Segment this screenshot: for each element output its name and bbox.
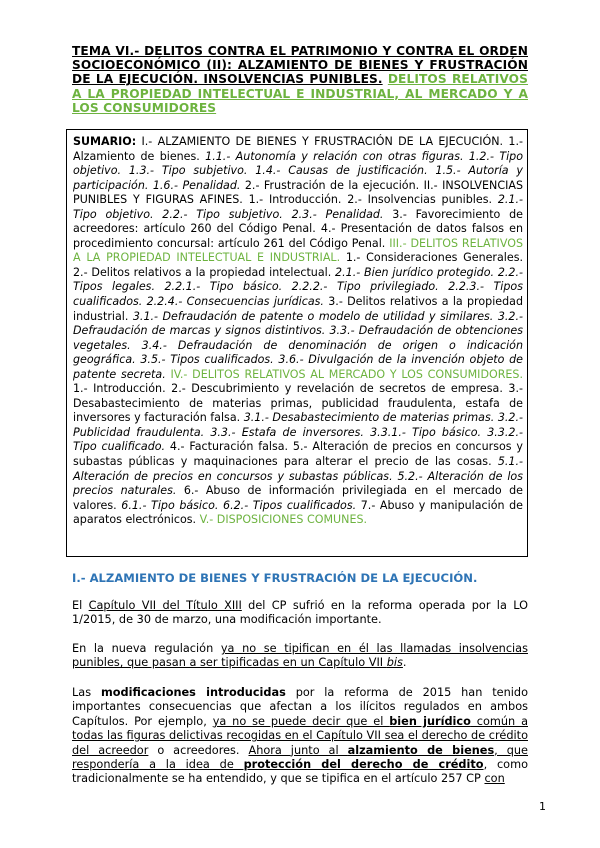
text-underlined: , que respondería a la idea de bbox=[72, 743, 528, 772]
summary-italic: 5.1.- Alteración de precios en concursos y subastas públicas. 5.2.- Alteración de los precios naturales. bbox=[73, 455, 523, 498]
summary-italic: 1.1.- Autonomía y relación con otras figuras. 1.2.- Tipo objetivo. 1.3.- Tipo subjetivo. 1.4.- Causas de justificación. 1.5.- Autoría y participación. 1.6.- Penalidad. bbox=[73, 149, 524, 192]
paragraph-1 bbox=[72, 599, 528, 628]
summary-text: I.- ALZAMIENTO DE BIENES Y FRUSTRACIÓN DE LA EJECUCIÓN. 1.- Alzamiento de bienes. bbox=[73, 135, 523, 163]
text-bold-underlined: protección del derecho de crédito bbox=[243, 758, 484, 772]
text: El bbox=[72, 599, 89, 612]
text-bold: modificaciones introducidas bbox=[100, 686, 286, 699]
text: , como tradicionalmente se ha entendido, y que se tipifica en el artículo 257 CP bbox=[72, 758, 528, 786]
summary-text: 6.- Abuso de información privilegiada en el mercado de valores. bbox=[73, 484, 523, 512]
summary-label: SUMARIO: bbox=[73, 135, 137, 148]
summary-text: 4.- Facturación falsa. 5.- Alteración de precios en concursos y subastas públicas y maquinaciones para alterar el precio de las cosas. bbox=[73, 440, 523, 469]
text-underlined: Capítulo VII del Título XIII bbox=[88, 599, 242, 612]
text: del CP sufrió en la reforma operada por la LO 1/2015, de 30 de marzo, una modificación importante. bbox=[72, 599, 528, 627]
summary-text: 1.- Consideraciones Generales. 2.- Delitos relativos a la propiedad intelectual. bbox=[73, 251, 523, 279]
paragraph-3 bbox=[72, 686, 528, 787]
summary-text: 1.- Introducción. 2.- Descubrimiento y revelación de secretos de empresa. 3.- Desabastecimiento de materias primas, publicidad fraudulenta, estafa de inversores y facturación falsa. bbox=[73, 382, 523, 425]
summary-text: 3.- Favorecimiento de acreedores: artículo 260 del Código Penal. 4.- Presentación de datos falsos en procedimiento concursal: artículo 261 del Código Penal. bbox=[73, 207, 523, 250]
summary-text: 7.- Abuso y manipulación de aparatos electrónicos. bbox=[73, 498, 523, 527]
page-number: 1 bbox=[539, 800, 546, 813]
summary-green: IV.- DELITOS RELATIVOS AL MERCADO Y LOS CONSUMIDORES. bbox=[165, 367, 524, 381]
title-green: DELITOS RELATIVOS A LA PROPIEDAD INTELECTUAL E INDUSTRIAL, AL MERCADO Y A LOS CONSUMIDORES bbox=[72, 72, 529, 115]
text-underlined-italic: bis bbox=[386, 656, 403, 670]
text-bold-underlined: bien jurídico bbox=[389, 714, 471, 728]
summary-green: V.- DISPOSICIONES COMUNES. bbox=[199, 513, 368, 527]
text-underlined: Ahora junto al bbox=[248, 743, 348, 757]
text-underlined: ya no se tipifican en él las llamadas insolvencias punibles, que pasan a ser tipificadas en un Capítulo VII bbox=[72, 642, 528, 670]
summary-italic: 6.1.- Tipo básico. 6.2.- Tipos cualificados. bbox=[121, 498, 357, 512]
summary-box bbox=[66, 129, 528, 557]
title-main: TEMA VI.- DELITOS CONTRA EL PATRIMONIO Y CONTRA EL ORDEN SOCIOECONÓMICO (II): ALZAMIENTO DE BIENES Y FRUSTRACIÓN DE LA EJECUCIÓN. INSOLVENCIAS PUNIBLES. bbox=[72, 44, 528, 87]
document-title bbox=[72, 44, 528, 115]
text: Las bbox=[72, 686, 101, 699]
summary-italic: 2.1.- Tipo objetivo. 2.2.- Tipo subjetivo. 2.3.- Penalidad. bbox=[73, 193, 523, 221]
summary-italic: 3.1.- Desabastecimiento de materias primas. 3.2.- Publicidad fraudulenta. 3.3.- Estafa de inversores. 3.3.1.- Tipo básico. 3.3.2.- Tipo cualificado. bbox=[73, 411, 523, 454]
text-underlined: ya no se puede decir que el bbox=[212, 714, 390, 728]
summary-text: 3.- Delitos relativos a la propiedad industrial. bbox=[73, 295, 523, 323]
summary-italic: 3.1.- Defraudación de patente o modelo de utilidad y similares. 3.2.- Defraudación de marcas y signos distintivos. 3.3.- Defraudación de obtenciones vegetales. 3.4.- Defraudación de denominación de origen o indicación geográfica. 3.5.- Tipos cualificados. 3.6.- Divulgación de la invención objeto de patente secreta. bbox=[73, 309, 523, 381]
summary-green: III.- DELITOS RELATIVOS A LA PROPIEDAD INTELECTUAL E INDUSTRIAL. bbox=[73, 236, 523, 265]
text: . bbox=[402, 656, 407, 670]
text: o acreedores. bbox=[148, 743, 249, 757]
text: En la nueva regulación bbox=[72, 642, 221, 655]
text: por la reforma de 2015 han tenido importantes consecuencias que afectan a los ilícitos regulados en ambos Capítulos. Por ejemplo, bbox=[72, 686, 528, 728]
summary-italic: 2.1.- Bien jurídico protegido. 2.2.- Tipos legales. 2.2.1.- Tipo básico. 2.2.2.- Tipo privilegiado. 2.2.3.- Tipos cualificados. 2.2.4.- Consecuencias jurídicas. bbox=[73, 265, 523, 309]
summary-text: 2.- Frustración de la ejecución. II.- INSOLVENCIAS PUNIBLES Y FIGURAS AFINES. 1.- Introducción. 2.- Insolvencias punibles. bbox=[73, 178, 523, 207]
text-bold-underlined: alzamiento de bienes bbox=[347, 743, 495, 757]
section-heading: I.- ALZAMIENTO DE BIENES Y FRUSTRACIÓN DE LA EJECUCIÓN. bbox=[72, 571, 478, 585]
text-underlined: con bbox=[484, 772, 505, 786]
text-underlined: común a todas las figuras delictivas recogidas en el Capítulo VII sea el derecho de crédito del acreedor bbox=[72, 714, 528, 757]
paragraph-2 bbox=[72, 642, 528, 671]
